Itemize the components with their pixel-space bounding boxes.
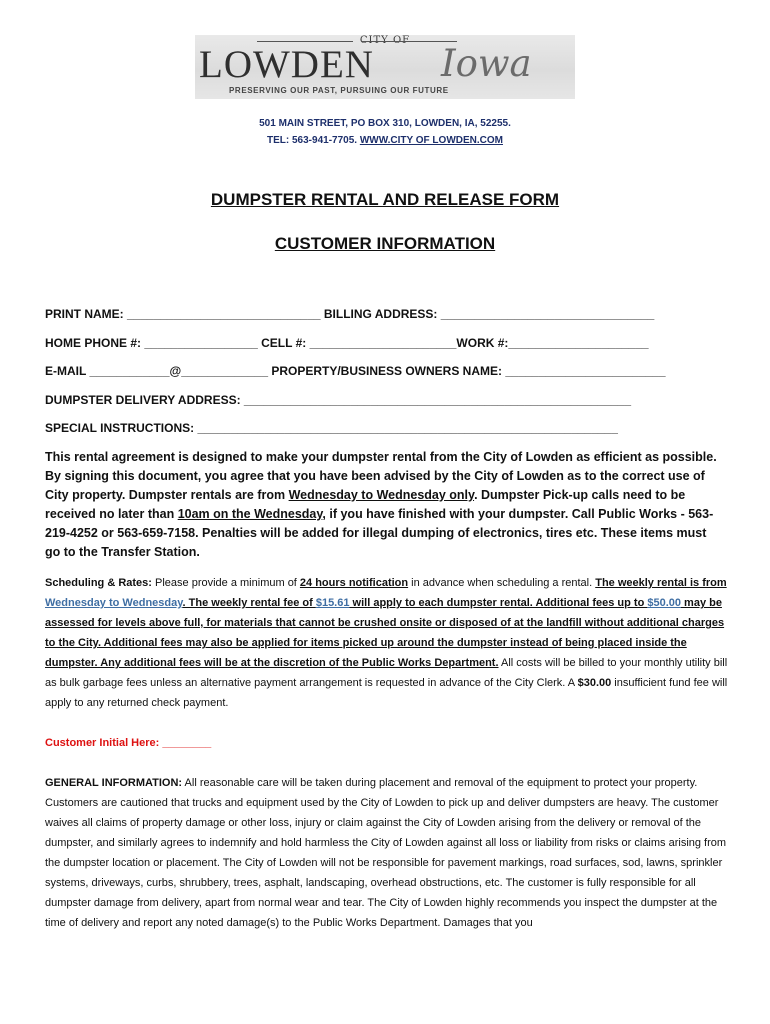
check-fee: $30.00 [577, 677, 612, 689]
address-line: 501 MAIN STREET, PO BOX 310, LOWDEN, IA, 52255. [259, 118, 511, 129]
notice-period: 24 hours notification [299, 577, 409, 589]
contact-line [0, 135, 770, 146]
phone-text: TEL: 563-941-7705. [267, 135, 358, 146]
agreement-paragraph: This rental agreement is designed to make your dumpster rental from the City of Lowden as efficient as possible. By signing this document, you agree that you have been advised by the City of Lowden as to the correct use of City property. Dumpster rentals are from Wednesday to Wednesday only. Dumpster Pick-up calls need to be received no later than 10am on the Wednesday, if you have finished with your dumpster. Call Public Works - 563-219-4252 or 563-659-7158. Penalties will be added for illegal dumping of electronics, tires etc. These items must go to the Transfer Station. [45, 450, 717, 559]
phone-row[interactable]: HOME PHONE #: _________________ CELL #: ______________________WORK #:_____________________ [45, 336, 649, 350]
print-name-billing-row[interactable]: PRINT NAME: _____________________________ BILLING ADDRESS: ________________________________ [45, 307, 655, 321]
logo-tagline: PRESERVING OUR PAST, PURSUING OUR FUTURE [229, 86, 449, 95]
general-label: GENERAL INFORMATION: [45, 777, 183, 789]
city-logo [195, 35, 575, 99]
general-information-paragraph: GENERAL INFORMATION: All reasonable care will be taken during placement and removal of the equipment to protect your property. Customers are cautioned that trucks and equipment used by the City of Lowden to pick up and deliver dumpsters are heavy. The customer waives all claims of property damage or other loss, injury or claim against the City of Lowden arising from the delivery or removal of the dumpster, and similarly agrees to indemnify and hold harmless the City of Lowden against all loss or liability from risks or claims arising from the dumpster location or placement. The City of Lowden will not be responsible for pavement markings, road surfaces, sod, lawns, sprinkler systems, driveways, curbs, shrubbery, trees, asphalt, landscaping, overhead obstructions, etc. The customer is fully responsible for all dumpster damage from delivery, apart from normal wear and tear. The City of Lowden highly recommends you inspect the dumpster at the time of delivery and report any noted damage(s) to the Public Works Department. Damages that you [45, 777, 727, 929]
section-title: CUSTOMER INFORMATION [274, 234, 496, 253]
website-link[interactable]: WWW.CITY OF LOWDEN.COM [359, 135, 503, 146]
email-owner-row[interactable]: E-MAIL ____________@_____________ PROPERTY/BUSINESS OWNERS NAME: ________________________ [45, 364, 666, 378]
pickup-deadline: 10am on the Wednesday [177, 507, 323, 521]
form-title: DUMPSTER RENTAL AND RELEASE FORM [210, 190, 560, 209]
special-instructions-row[interactable]: SPECIAL INSTRUCTIONS: _______________________________________________________________ [45, 421, 618, 435]
weekly-fee: $15.61 [315, 597, 350, 609]
scheduling-label: Scheduling & Rates: [45, 577, 152, 589]
logo-state: Iowa [441, 42, 532, 85]
rental-days: Wednesday to Wednesday only [288, 488, 475, 502]
customer-initial-field[interactable]: Customer Initial Here: ________ [45, 737, 212, 749]
logo-name: LOWDEN [199, 43, 374, 86]
delivery-address-row[interactable]: DUMPSTER DELIVERY ADDRESS: __________________________________________________________ [45, 393, 631, 407]
additional-fee: $50.00 [647, 597, 681, 609]
rental-days: Wednesday to Wednesday [45, 597, 183, 609]
scheduling-paragraph: Scheduling & Rates: Please provide a minimum of 24 hours notification in advance when scheduling a rental. The weekly rental is from Wednesday to Wednesday. The weekly rental fee of $15.61 will apply to each dumpster rental. Additional fees up to $50.00 may be assessed for levels above full, for materials that cannot be crushed onsite or disposed of at the landfill without additional charges to the City. Additional fees may also be applied for items picked up around the dumpster instead of being placed inside the dumpster. Any additional fees will be at the discretion of the Public Works Department. All costs will be billed to your monthly utility bill as bulk garbage fees unless an alternative payment arrangement is requested in advance of the City Clerk. A $30.00 insufficient fund fee will apply to any returned check payment. [45, 577, 728, 709]
